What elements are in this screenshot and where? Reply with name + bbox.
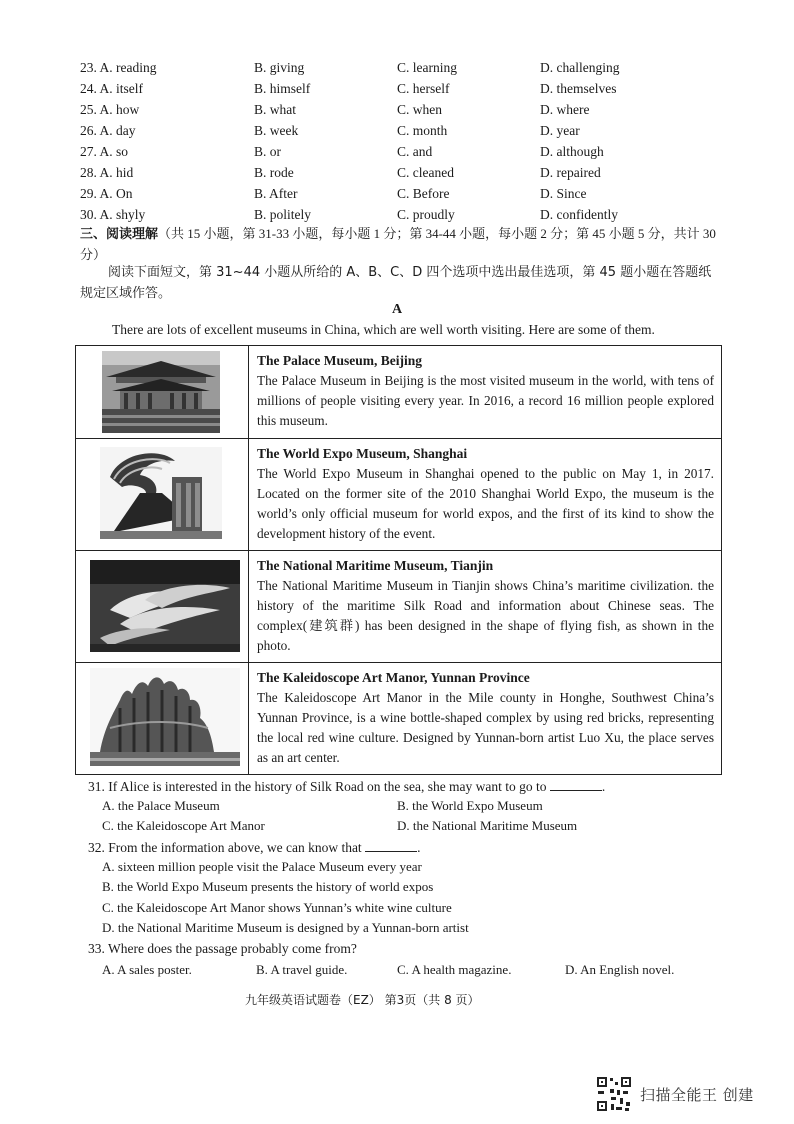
option-row: 28. A. hid B. rode C. cleaned D. repaired	[80, 165, 601, 180]
option-row: 25. A. how B. what C. when D. where	[80, 102, 590, 117]
option-b: B. A travel guide.	[256, 962, 348, 977]
option-b: B. the World Expo Museum presents the history of world expos	[102, 879, 434, 894]
maritime-museum-photo	[90, 560, 240, 652]
museum-text: The Palace Museum in Beijing is the most visited museum in the world, with tens of millions of people visiting every year. In 2016, a record 16 million people explored this museum.	[257, 373, 714, 428]
option-row: 27. A. so B. or C. and D. although	[80, 144, 604, 159]
world-expo-museum-photo	[100, 447, 222, 539]
option-b: B. the World Expo Museum	[397, 798, 543, 813]
museum-text: The Kaleidoscope Art Manor in the Mile county in Honghe, Southwest China’s Yunnan Province, is a wine bottle-shaped complex by using red bricks, representing the local red wine culture. Designed by Yunnan-born artist Luo Xu, the place serves as an art center.	[257, 690, 714, 765]
option-d: D. An English novel.	[565, 962, 675, 977]
museum-name: The Palace Museum, Beijing	[257, 353, 422, 368]
museum-row	[76, 439, 722, 551]
museum-name: The Kaleidoscope Art Manor, Yunnan Province	[257, 670, 530, 685]
option-d: D. the National Maritime Museum is designed by a Yunnan-born artist	[102, 920, 469, 935]
option-a: A. A sales poster.	[102, 962, 192, 977]
museum-photo-cell	[76, 346, 249, 439]
option-c: C. A health magazine.	[397, 962, 512, 977]
question-stem: 32. From the information above, we can know that	[88, 840, 362, 855]
passage-letter: A	[392, 302, 403, 317]
question-32: 32. From the information above, we can know that .	[88, 840, 421, 855]
option-d: D. the National Maritime Museum	[397, 818, 578, 833]
museum-name: The World Expo Museum, Shanghai	[257, 446, 468, 461]
museum-row	[76, 663, 722, 775]
qr-code-icon	[596, 1076, 632, 1112]
option-row: 26. A. day B. week C. month D. year	[80, 123, 580, 138]
museum-photo-cell	[76, 439, 249, 551]
museum-row	[76, 551, 722, 663]
section-instruction: 阅读下面短文，第 31~44 小题从所给的 A、B、C、D 四个选项中选出最佳选项，第 45 题小题在答题纸规定区域作答。	[80, 265, 712, 301]
option-a: A. sixteen million people visit the Palace Museum every year	[102, 859, 422, 874]
museum-text: The World Expo Museum in Shanghai opened to the public on May 1, in 2017. Located on the former site of the 2010 Shanghai World Expo, the museum is the world’s only official museum for world expos, and the first of its kind to show the development history of the event.	[257, 466, 714, 541]
museum-text: The National Maritime Museum in Tianjin shows China’s maritime civilization. the history of the maritime Silk Road and information about Chinese seas. The complex(建筑群) has been designed in the shape of flying fish, as shown in the photo.	[257, 578, 714, 653]
museum-description	[249, 551, 722, 663]
museum-description	[249, 346, 722, 439]
passage-intro: There are lots of excellent museums in China, which are well worth visiting. Here are some of them.	[112, 322, 655, 337]
museum-description	[249, 439, 722, 551]
section-heading	[80, 224, 720, 265]
museum-name: The National Maritime Museum, Tianjin	[257, 558, 494, 573]
museum-photo-cell	[76, 663, 249, 775]
question-31: 31. If Alice is interested in the history of Silk Road on the sea, she may want to go to .	[88, 779, 606, 794]
museum-photo-cell	[76, 551, 249, 663]
section-desc: （共 15 小题，第 31-33 小题，每小题 1 分；第 34-44 小题，每小题 2 分；第 45 小题 5 分，共计 30 分）	[80, 226, 716, 262]
page-footer: 九年级英语试题卷（EZ） 第3页（共 8 页）	[245, 993, 480, 1007]
scanner-watermark	[596, 1076, 754, 1112]
question-33: 33. Where does the passage probably come from?	[88, 941, 357, 956]
kaleidoscope-manor-photo	[90, 668, 240, 766]
option-row: 29. A. On B. After C. Before D. Since	[80, 186, 587, 201]
answer-blank	[550, 778, 602, 791]
museum-table	[75, 345, 722, 775]
museum-description	[249, 663, 722, 775]
option-row: 30. A. shyly B. politely C. proudly D. confidently	[80, 207, 618, 222]
museum-row	[76, 346, 722, 439]
section-title: 三、阅读理解	[80, 227, 159, 242]
question-stem: 31. If Alice is interested in the history of Silk Road on the sea, she may want to go to	[88, 779, 547, 794]
option-row: 23. A. reading B. giving C. learning D. challenging	[80, 60, 620, 75]
option-a: A. the Palace Museum	[102, 798, 220, 813]
option-c: C. the Kaleidoscope Art Manor shows Yunnan’s white wine culture	[102, 900, 452, 915]
option-row: 24. A. itself B. himself C. herself D. themselves	[80, 81, 617, 96]
option-c: C. the Kaleidoscope Art Manor	[102, 818, 265, 833]
answer-blank	[365, 839, 417, 852]
watermark-text: 扫描全能王 创建	[640, 1085, 754, 1104]
palace-museum-photo	[102, 351, 220, 433]
